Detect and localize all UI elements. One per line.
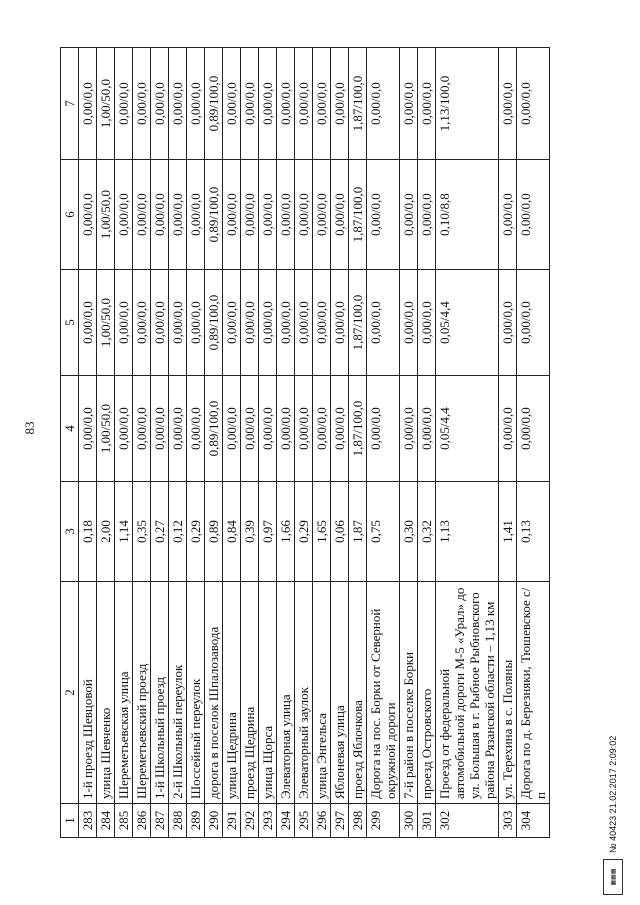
- value-col-5: 0,00/0,0: [517, 270, 550, 376]
- table-body: [79, 48, 550, 838]
- value-col-7: 0,00/0,0: [295, 48, 313, 160]
- value-col-7: 0,00/0,0: [517, 48, 550, 160]
- value-col-4: 0,05/4,4: [436, 376, 499, 482]
- row-number: 287: [151, 804, 169, 838]
- value-col-4: 0,00/0,0: [169, 376, 187, 482]
- road-name: Шереметьевская улица: [115, 582, 133, 804]
- row-number: 284: [97, 804, 115, 838]
- road-length: 1,13: [436, 482, 499, 582]
- table-row: [169, 48, 187, 838]
- road-length: 0,89: [205, 482, 223, 582]
- registry-stamp-icon: ▦▦▦: [603, 859, 623, 895]
- value-col-4: 0,00/0,0: [133, 376, 151, 482]
- row-number: 285: [115, 804, 133, 838]
- road-length: 2,00: [97, 482, 115, 582]
- value-col-4: 0,00/0,0: [499, 376, 517, 482]
- header-row: [61, 48, 79, 838]
- value-col-7: 1,87/100,0: [349, 48, 367, 160]
- road-name: проезд Яблочкова: [349, 582, 367, 804]
- road-name: улица Шевченко: [97, 582, 115, 804]
- rotated-table-container: [60, 48, 620, 838]
- value-col-5: 0,00/0,0: [187, 270, 205, 376]
- document-reference: № 40423 21.02.2017 2:09:02: [608, 735, 618, 853]
- table-row: [436, 48, 499, 838]
- road-name: проезд Щедрина: [241, 582, 259, 804]
- row-number: 295: [295, 804, 313, 838]
- value-col-6: 0,00/0,0: [295, 160, 313, 270]
- value-col-4: 0,00/0,0: [151, 376, 169, 482]
- road-name: Яблоневая улица: [331, 582, 349, 804]
- road-name: дорога в поселок Шпалозавода: [205, 582, 223, 804]
- value-col-7: 0,00/0,0: [331, 48, 349, 160]
- value-col-5: 1,87/100,0: [349, 270, 367, 376]
- road-length: 0,39: [241, 482, 259, 582]
- value-col-4: 0,00/0,0: [223, 376, 241, 482]
- value-col-6: 0,00/0,0: [499, 160, 517, 270]
- page-number: 83: [22, 421, 37, 435]
- value-col-4: 0,00/0,0: [418, 376, 436, 482]
- row-number: 303: [499, 804, 517, 838]
- value-col-4: 0,00/0,0: [331, 376, 349, 482]
- value-col-4: 1,00/50,0: [97, 376, 115, 482]
- road-length: 0,84: [223, 482, 241, 582]
- road-length: 0,18: [79, 482, 97, 582]
- road-length: 0,35: [133, 482, 151, 582]
- value-col-4: 1,87/100,0: [349, 376, 367, 482]
- value-col-6: 0,00/0,0: [418, 160, 436, 270]
- table-row: [331, 48, 349, 838]
- value-col-5: 0,00/0,0: [499, 270, 517, 376]
- value-col-6: 0,00/0,0: [331, 160, 349, 270]
- document-footer: [602, 665, 624, 895]
- value-col-7: 0,89/100,0: [205, 48, 223, 160]
- row-number: 283: [79, 804, 97, 838]
- value-col-6: 0,00/0,0: [259, 160, 277, 270]
- table-row: [277, 48, 295, 838]
- table-row: [133, 48, 151, 838]
- road-length: 1,65: [313, 482, 331, 582]
- road-length: 0,97: [259, 482, 277, 582]
- value-col-6: 0,00/0,0: [313, 160, 331, 270]
- row-number: 301: [418, 804, 436, 838]
- table-row: [259, 48, 277, 838]
- road-name: 1-й Школьный проезд: [151, 582, 169, 804]
- value-col-4: 0,00/0,0: [259, 376, 277, 482]
- value-col-7: 0,00/0,0: [313, 48, 331, 160]
- road-length: 1,87: [349, 482, 367, 582]
- row-number: 290: [205, 804, 223, 838]
- value-col-5: 0,00/0,0: [277, 270, 295, 376]
- value-col-7: 0,00/0,0: [169, 48, 187, 160]
- road-length: 0,32: [418, 482, 436, 582]
- road-name: Шереметьевский проезд: [133, 582, 151, 804]
- column-header-5: 5: [61, 270, 79, 376]
- value-col-4: 0,00/0,0: [517, 376, 550, 482]
- table-row: [223, 48, 241, 838]
- road-name: Элеваторный заулок: [295, 582, 313, 804]
- column-header-1: 1: [61, 804, 79, 838]
- value-col-7: 0,00/0,0: [400, 48, 418, 160]
- table-row: [187, 48, 205, 838]
- value-col-7: 0,00/0,0: [367, 48, 400, 160]
- road-length: 0,13: [517, 482, 550, 582]
- value-col-6: 0,00/0,0: [367, 160, 400, 270]
- value-col-5: 0,00/0,0: [241, 270, 259, 376]
- table-row: [97, 48, 115, 838]
- table-row: [79, 48, 97, 838]
- value-col-7: 0,00/0,0: [418, 48, 436, 160]
- value-col-7: 0,00/0,0: [241, 48, 259, 160]
- value-col-7: 0,00/0,0: [277, 48, 295, 160]
- value-col-7: 0,00/0,0: [499, 48, 517, 160]
- row-number: 302: [436, 804, 499, 838]
- column-header-4: 4: [61, 376, 79, 482]
- road-name: Дорога на пос. Борки от Северной окружной дороги: [367, 582, 400, 804]
- road-length: 1,66: [277, 482, 295, 582]
- table-row: [151, 48, 169, 838]
- row-number: 293: [259, 804, 277, 838]
- table-row: [367, 48, 400, 838]
- value-col-5: 0,00/0,0: [115, 270, 133, 376]
- value-col-5: 0,00/0,0: [223, 270, 241, 376]
- table-row: [418, 48, 436, 838]
- row-number: 298: [349, 804, 367, 838]
- value-col-5: 0,00/0,0: [400, 270, 418, 376]
- road-name: Дорога по д. Березняки, Тюшевское с/п: [517, 582, 550, 804]
- value-col-6: 0,00/0,0: [133, 160, 151, 270]
- road-name: 2-й Школьный переулок: [169, 582, 187, 804]
- table-row: [349, 48, 367, 838]
- table-row: [400, 48, 418, 838]
- value-col-7: 0,00/0,0: [151, 48, 169, 160]
- value-col-6: 1,00/50,0: [97, 160, 115, 270]
- value-col-6: 0,00/0,0: [241, 160, 259, 270]
- road-length: 0,29: [295, 482, 313, 582]
- road-length: 0,27: [151, 482, 169, 582]
- table-row: [115, 48, 133, 838]
- value-col-7: 1,13/100,0: [436, 48, 499, 160]
- value-col-6: 0,00/0,0: [79, 160, 97, 270]
- value-col-6: 0,00/0,0: [169, 160, 187, 270]
- value-col-5: 0,00/0,0: [331, 270, 349, 376]
- road-name: ул. Терехина в с. Поляны: [499, 582, 517, 804]
- column-header-3: 3: [61, 482, 79, 582]
- road-name: 7-й район в поселке Борки: [400, 582, 418, 804]
- value-col-7: 1,00/50,0: [97, 48, 115, 160]
- road-name: 1-й проезд Шевцовой: [79, 582, 97, 804]
- value-col-7: 0,00/0,0: [79, 48, 97, 160]
- row-number: 304: [517, 804, 550, 838]
- road-name: Шоссейный переулок: [187, 582, 205, 804]
- road-length: 1,41: [499, 482, 517, 582]
- row-number: 300: [400, 804, 418, 838]
- row-number: 291: [223, 804, 241, 838]
- table-row: [517, 48, 550, 838]
- value-col-5: 0,00/0,0: [259, 270, 277, 376]
- value-col-6: 0,00/0,0: [223, 160, 241, 270]
- road-length: 1,14: [115, 482, 133, 582]
- value-col-5: 0,00/0,0: [169, 270, 187, 376]
- value-col-5: 0,00/0,0: [418, 270, 436, 376]
- value-col-4: 0,00/0,0: [277, 376, 295, 482]
- value-col-5: 1,00/50,0: [97, 270, 115, 376]
- table-row: [313, 48, 331, 838]
- value-col-7: 0,00/0,0: [133, 48, 151, 160]
- value-col-5: 0,00/0,0: [133, 270, 151, 376]
- road-length: 0,12: [169, 482, 187, 582]
- value-col-7: 0,00/0,0: [223, 48, 241, 160]
- table-row: [205, 48, 223, 838]
- value-col-6: 0,00/0,0: [151, 160, 169, 270]
- road-name: улица Энгельса: [313, 582, 331, 804]
- table-row: [241, 48, 259, 838]
- value-col-5: 0,00/0,0: [151, 270, 169, 376]
- road-length: 0,06: [331, 482, 349, 582]
- value-col-6: 0,10/8,8: [436, 160, 499, 270]
- road-name: проезд Островского: [418, 582, 436, 804]
- value-col-4: 0,00/0,0: [187, 376, 205, 482]
- table-row: [499, 48, 517, 838]
- road-length: 0,30: [400, 482, 418, 582]
- road-length: 0,29: [187, 482, 205, 582]
- value-col-6: 0,89/100,0: [205, 160, 223, 270]
- value-col-4: 0,00/0,0: [400, 376, 418, 482]
- road-name: Проезд от федеральной автомобильной дороги М-5 «Урал» до ул. Большая в г. Рыбное Рыбновского района Рязанской области – 1,13 км: [436, 582, 499, 804]
- column-header-2: 2: [61, 582, 79, 804]
- value-col-4: 0,00/0,0: [115, 376, 133, 482]
- value-col-5: 0,00/0,0: [295, 270, 313, 376]
- row-number: 289: [187, 804, 205, 838]
- value-col-5: 0,00/0,0: [79, 270, 97, 376]
- row-number: 286: [133, 804, 151, 838]
- column-header-7: 7: [61, 48, 79, 160]
- value-col-5: 0,89/100,0: [205, 270, 223, 376]
- value-col-5: 0,05/4,4: [436, 270, 499, 376]
- row-number: 297: [331, 804, 349, 838]
- value-col-4: 0,00/0,0: [241, 376, 259, 482]
- value-col-6: 0,00/0,0: [187, 160, 205, 270]
- value-col-6: 1,87/100,0: [349, 160, 367, 270]
- value-col-4: 0,00/0,0: [367, 376, 400, 482]
- value-col-4: 0,00/0,0: [313, 376, 331, 482]
- value-col-5: 0,00/0,0: [367, 270, 400, 376]
- value-col-4: 0,00/0,0: [79, 376, 97, 482]
- value-col-5: 0,00/0,0: [313, 270, 331, 376]
- row-number: 288: [169, 804, 187, 838]
- road-data-table: [60, 47, 550, 838]
- value-col-7: 0,00/0,0: [187, 48, 205, 160]
- table-row: [295, 48, 313, 838]
- road-length: 0,75: [367, 482, 400, 582]
- column-header-6: 6: [61, 160, 79, 270]
- value-col-7: 0,00/0,0: [259, 48, 277, 160]
- road-name: улица Щорса: [259, 582, 277, 804]
- value-col-4: 0,89/100,0: [205, 376, 223, 482]
- road-name: улица Щедрина: [223, 582, 241, 804]
- value-col-6: 0,00/0,0: [277, 160, 295, 270]
- road-name: Элеваторная улица: [277, 582, 295, 804]
- value-col-6: 0,00/0,0: [400, 160, 418, 270]
- row-number: 296: [313, 804, 331, 838]
- row-number: 292: [241, 804, 259, 838]
- value-col-6: 0,00/0,0: [517, 160, 550, 270]
- row-number: 299: [367, 804, 400, 838]
- value-col-6: 0,00/0,0: [115, 160, 133, 270]
- value-col-4: 0,00/0,0: [295, 376, 313, 482]
- row-number: 294: [277, 804, 295, 838]
- value-col-7: 0,00/0,0: [115, 48, 133, 160]
